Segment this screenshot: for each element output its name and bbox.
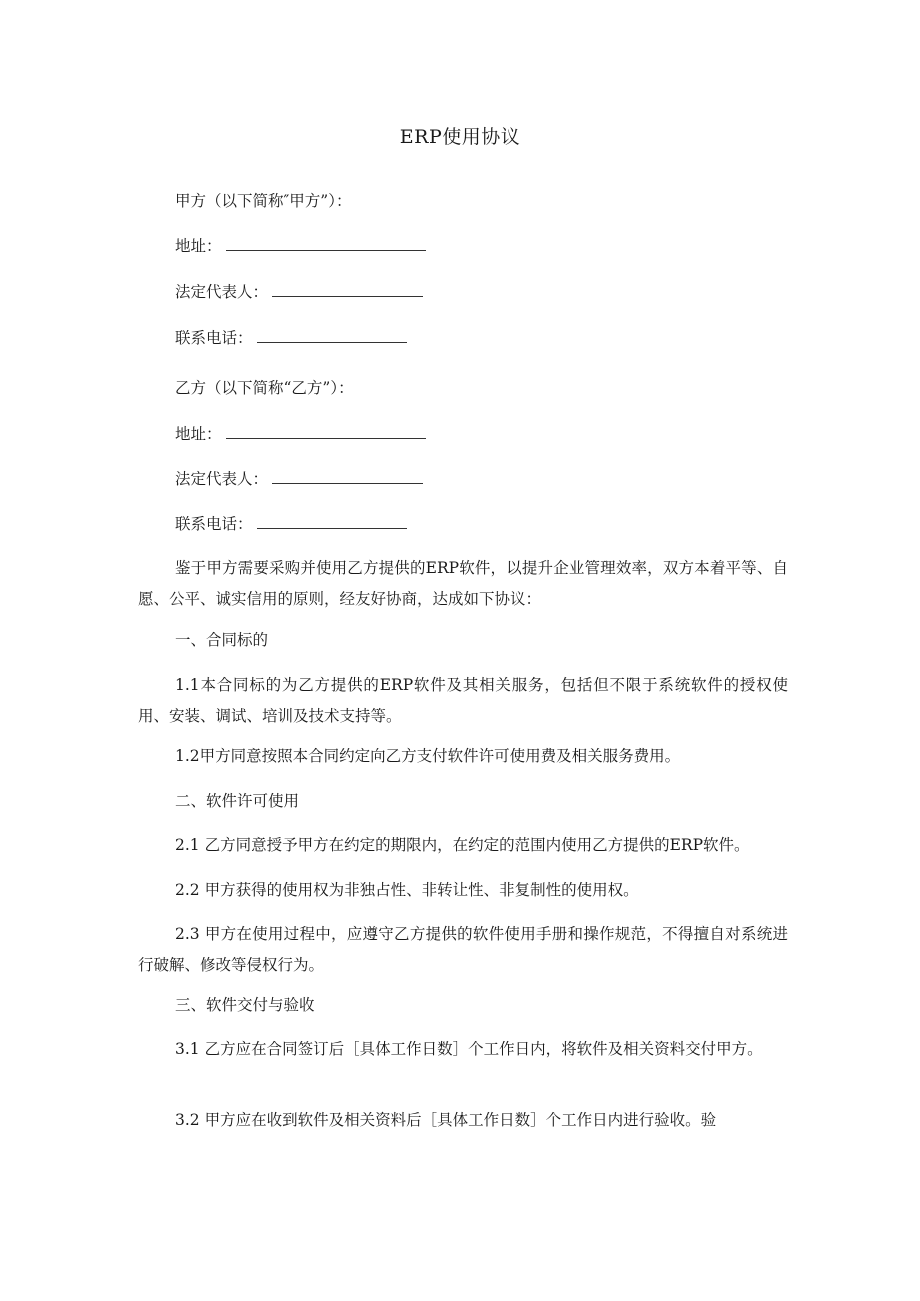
clause-paragraph: 1.2甲方同意按照本合同约定向乙方支付软件许可使用费及相关服务费用。: [175, 747, 681, 765]
party-b-phone-blank: [257, 514, 407, 529]
party-a-phone-blank: [257, 328, 407, 343]
clause-paragraph: 1.1本合同标的为乙方提供的ERP软件及其相关服务，包括但不限于系统软件的授权使用、安装、调试、培训及技术支持等。: [138, 676, 788, 725]
clause-paragraph: 3.2 甲方应在收到软件及相关资料后［具体工作日数］个工作日内进行验收。验: [175, 1111, 717, 1129]
document-title: ERP使用协议: [399, 126, 521, 148]
party-b-heading: 乙方（以下简称“乙方”）：: [175, 379, 354, 397]
party-a-rep-blank: [272, 282, 423, 297]
party-a-address-label: 地址：: [175, 237, 222, 255]
party-b-rep-line: [175, 468, 423, 490]
party-b-address-line: [175, 423, 426, 445]
party-a-heading: 甲方（以下简称″甲方”）：: [175, 192, 352, 210]
clause-paragraph: 2.3 甲方在使用过程中，应遵守乙方提供的软件使用手册和操作规范，不得擅自对系统进行破解、修改等侵权行为。: [138, 925, 788, 974]
clause-paragraph: 3.1 乙方应在合同签订后［具体工作日数］个工作日内，将软件及相关资料交付甲方。: [175, 1040, 763, 1058]
party-b-address-blank: [226, 424, 426, 439]
section-heading: 二、软件许可使用: [175, 792, 300, 810]
section-heading: 三、软件交付与验收: [175, 996, 315, 1014]
clause-paragraph: 2.1 乙方同意授予甲方在约定的期限内，在约定的范围内使用乙方提供的ERP软件。: [175, 836, 750, 854]
party-a-phone-line: [175, 327, 407, 349]
party-a-rep-label: 法定代表人：: [175, 283, 269, 301]
party-b-address-label: 地址：: [175, 425, 222, 443]
party-a-address-blank: [226, 236, 426, 251]
party-b-rep-blank: [272, 469, 423, 484]
party-b-rep-label: 法定代表人：: [175, 470, 269, 488]
party-b-phone-label: 联系电话：: [175, 515, 253, 533]
clause-paragraph: 2.2 甲方获得的使用权为非独占性、非转让性、非复制性的使用权。: [175, 881, 639, 899]
party-a-address-line: [175, 235, 426, 257]
section-heading: 一、合同标的: [175, 631, 269, 649]
preamble-paragraph: 鉴于甲方需要采购并使用乙方提供的ERP软件，以提升企业管理效率，双方本着平等、自愿、公平、诚实信用的原则，经友好协商，达成如下协议：: [138, 559, 788, 608]
party-a-rep-line: [175, 281, 423, 303]
party-b-phone-line: [175, 513, 407, 535]
party-a-phone-label: 联系电话：: [175, 329, 253, 347]
